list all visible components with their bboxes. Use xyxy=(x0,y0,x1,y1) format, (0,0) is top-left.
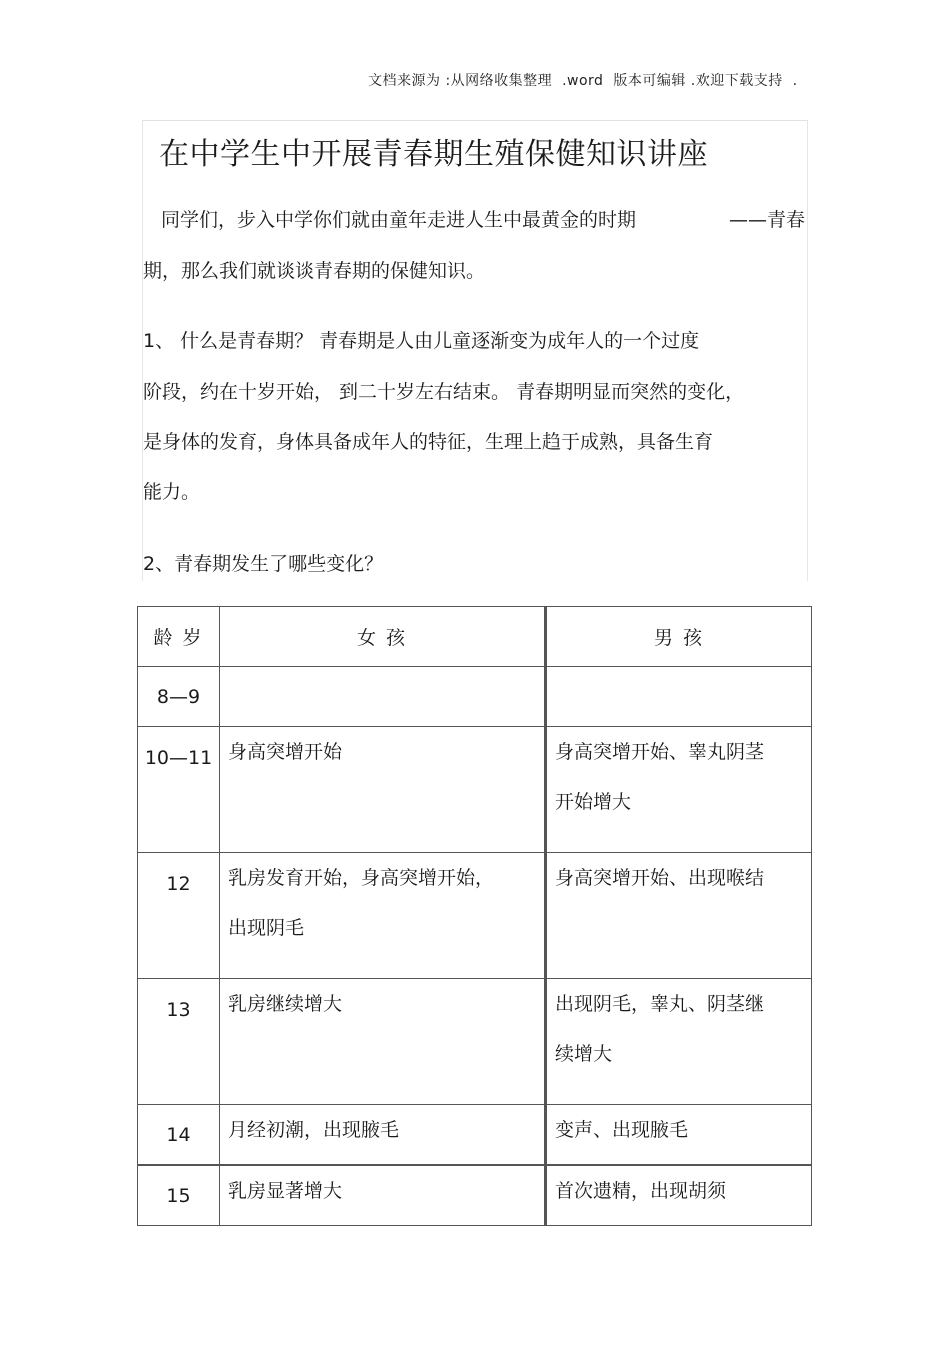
development-table xyxy=(137,606,812,1226)
section2-heading: 2、青春期发生了哪些变化？ xyxy=(143,553,384,575)
age-cell: 10—11 xyxy=(138,727,220,853)
girl-cell-line: 乳房发育开始，身高突增开始， 出现阴毛 xyxy=(228,867,495,939)
girl-cell xyxy=(220,853,546,979)
table-row xyxy=(138,727,812,853)
age-cell: 12 xyxy=(138,853,220,979)
girl-cell-line: 乳房继续增大 xyxy=(228,993,343,1015)
header-boy: 男 孩 xyxy=(546,607,812,667)
age-cell: 13 xyxy=(138,979,220,1105)
age-cell: 14 xyxy=(138,1105,220,1166)
boy-cell-line: 变声、出现腋毛 xyxy=(555,1119,689,1141)
boy-cell-line: 首次遗精，出现胡须 xyxy=(555,1180,727,1202)
intro-line-1-end: ——青春 xyxy=(728,209,805,231)
table-row xyxy=(138,853,812,979)
boy-cell xyxy=(546,1165,812,1226)
section1-line-3: 是身体的发育，身体具备成年人的特征，生理上趋于成熟，具备生育 xyxy=(143,431,714,453)
header-age: 龄 岁 xyxy=(138,607,220,667)
girl-cell-line: 乳房显著增大 xyxy=(228,1180,343,1202)
boy-cell xyxy=(546,853,812,979)
girl-cell-line: 身高突增开始 xyxy=(228,741,343,763)
girl-cell xyxy=(220,979,546,1105)
source-note: 文档来源为 :从网络收集整理 .word 版本可编辑 .欢迎下载支持 . xyxy=(368,73,798,89)
boy-cell-line: 身高突增开始、出现喉结 xyxy=(555,867,765,889)
section1-line-4: 能力。 xyxy=(143,481,201,503)
girl-cell-line: 月经初潮，出现腋毛 xyxy=(228,1119,400,1141)
age-cell: 8—9 xyxy=(138,667,220,727)
girl-cell xyxy=(220,727,546,853)
age-cell: 15 xyxy=(138,1165,220,1226)
girl-cell xyxy=(220,1165,546,1226)
header-girl: 女 孩 xyxy=(220,607,546,667)
boy-cell xyxy=(546,979,812,1105)
intro-line-1: 同学们，步入中学你们就由童年走进人生中最黄金的时期 xyxy=(161,209,637,231)
section1-line-2: 阶段，约在十岁开始， 到二十岁左右结束。 青春期明显而突然的变化， xyxy=(143,381,745,403)
table-row xyxy=(138,1165,812,1226)
boy-cell-line: 出现阴毛，睾丸、阴茎继 续增大 xyxy=(555,993,765,1065)
intro-line-2: 期，那么我们就谈谈青春期的保健知识。 xyxy=(143,260,486,282)
boy-cell-line: 身高突增开始、睾丸阴茎 开始增大 xyxy=(555,741,765,813)
document-title: 在中学生中开展青春期生殖保健知识讲座 xyxy=(159,137,708,172)
table-header-row xyxy=(138,607,812,667)
lecture-content xyxy=(142,120,808,581)
section1-line-1: 1、 什么是青春期？ 青春期是人由儿童逐渐变为成年人的一个过度 xyxy=(143,330,700,352)
boy-cell xyxy=(546,727,812,853)
table-row xyxy=(138,979,812,1105)
